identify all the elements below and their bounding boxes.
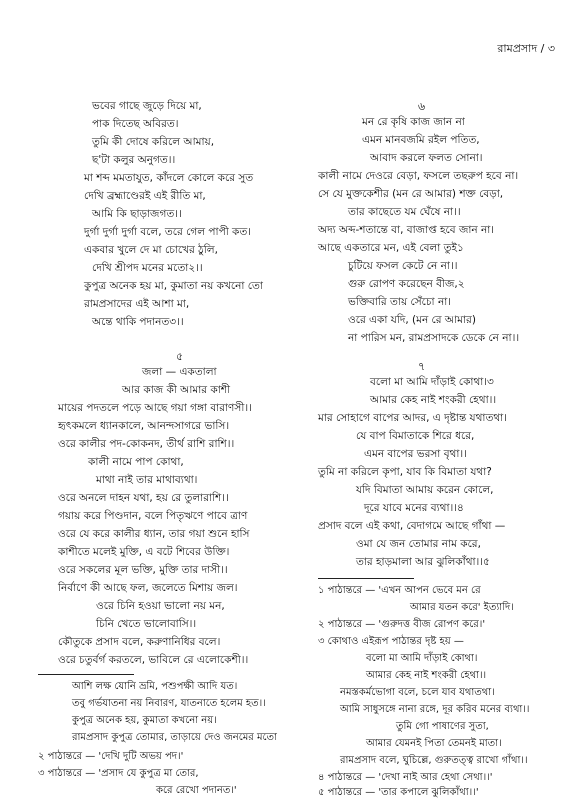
poem-line: সে যে মুক্তকেশীর (মন রে আমার) শক্ত বেড়া, — [318, 188, 504, 200]
footnote-line: আমার যতন করে' ইত্যাদি। — [410, 602, 514, 613]
poem-line: আছে একতারে মন, এই বেলা তুই১ — [318, 242, 464, 254]
poem-line: আমার কেহ নাই শংকরী হেথা।। — [370, 394, 497, 406]
poem-line: না পারিস মন, রামপ্রসাদকে ডেকে নে না।। — [348, 332, 520, 344]
footnote-line: ৫ পাঠান্তরে — 'তার কপালে ঝুলিকাঁথা।।' — [318, 787, 479, 798]
poem-line: তার কাছেতে যম ঘেঁষে না।। — [348, 206, 461, 218]
poem-line: মন রে কৃষি কাজ জান না — [362, 116, 465, 128]
footnote-line: ৪ পাঠান্তরে — 'দেখা নাই আর হেথা সেথা।।' — [318, 772, 493, 783]
footnote-line: ৩ কোথাও এইরূপ পাঠান্তর দৃষ্ট হয় — — [318, 636, 464, 647]
poem-line: দেখি শ্রীপদ মনের মতো২।। — [92, 262, 203, 274]
footnote-line: নমস্তকর্মভোগা বলে, চলে যাব যথাতথা। — [340, 687, 495, 698]
poem-line: গয়ায় করে পিণ্ডদান, বলে পিতৃঋণে পাবে ত্রাণ — [58, 510, 248, 522]
footnote-line: রামপ্রসাদ বলে, ঘুচিল্লে, গুরুতত্ত্ব রাখো গাঁথা।। — [340, 755, 528, 766]
poem-line: কাশীতে মলেই মুক্তি, এ বটে শিবের উক্তি। — [58, 546, 230, 558]
poem-line: কালী নামে দেওরে বেড়া, ফসলে তছরুপ হবে না। — [318, 170, 519, 182]
poem-line: আর কাজ কী আমার কাশী — [122, 384, 231, 396]
poem-line: এমন মানবজমি রইল পতিত, — [362, 134, 480, 146]
poem-line: যে বাপ বিমাতাকে শিরে ধরে, — [356, 430, 475, 442]
poem-line: তুমি না করিলে কৃপা, যাব কি বিমাতা যথা? — [318, 466, 492, 478]
poem-line: পাক দিতেছ অবিরত। — [92, 118, 179, 130]
poem-line: আবাদ করলে ফলত সোনা। — [370, 152, 483, 164]
poem-line: ওরে চতুর্বর্গ করতলে, ভাবিলে রে এলোকেশী।। — [58, 654, 249, 666]
poem-line: ওরে চিনি হওয়া ভালো নয় মন, — [96, 600, 225, 612]
poem-line: তার হাড়মালা আর ঝুলিকাঁথা।।৫ — [356, 556, 490, 568]
poem-line: মা শব্দ মমতাযুত, কাঁদলে কোলে করে সুত — [84, 172, 254, 184]
footnote-line: করে রেখো পদানত।' — [156, 785, 237, 796]
poem-line: ভক্তিবারি তায় সেঁচো না। — [348, 296, 452, 308]
poem-line: ওমা যে জন তোমার নাম করে, — [356, 538, 481, 550]
footnote-divider — [38, 674, 134, 675]
poem-line: দূরে যাবে মনের ব্যথা।।৪ — [364, 502, 464, 514]
poem-line: রামপ্রসাদের এই আশা মা, — [84, 298, 190, 310]
poem-line: মাথা নাই তার মাথাব্যথা। — [96, 474, 198, 486]
poem-line: চুটিয়ে ফসল কেটে নে না।। — [348, 260, 458, 272]
footnote-line: ২ পাঠান্তরে — 'গুরুদত্ত বীজ রোপণ করে।' — [318, 619, 486, 630]
poem-line: ভবের গাছে জুড়ে দিয়ে মা, — [92, 100, 202, 112]
poem-line: তুমি কী দোষে করিলে আমায়, — [92, 136, 215, 148]
footnote-line: রামপ্রসাদ কুপুত্র তোমার, তাড়ায়ে দেও জনমের মতো — [72, 732, 277, 743]
poem-number: ৬ — [418, 100, 426, 113]
footnote-line: ১ পাঠান্তরে — 'এখন আপন ভেবে মন রে — [318, 585, 481, 596]
poem-line: অন্তে থাকি পদানত৩।। — [92, 316, 184, 328]
poem-line: নির্বাণে কী আছে ফল, জলেতে মিশায় জল। — [58, 582, 238, 594]
footnote-line: আমার যেমনই পিতা তেমনই মাতা। — [366, 738, 502, 749]
poem-line: প্রসাদ বলে এই কথা, বেদাগমে আছে গাঁথা — — [318, 520, 506, 532]
footnote-line: আশি লক্ষ যোনি ভ্রমি, পশুপক্ষী আদি যত। — [72, 681, 238, 692]
poem-line: আমি কি ছাড়াজগত।। — [92, 208, 182, 220]
footnote-line: আমি সাধুসঙ্গে নানা রঙ্গে, দূর করিব মনের ব্যথা।। — [340, 704, 530, 715]
footnote-line: কুপুত্র অনেক হয়, কুমাতা কখনো নয়। — [72, 715, 217, 726]
poem-number: ৫ — [176, 350, 184, 363]
footnote-line: তুমি গো পাষাণের সুতা, — [396, 721, 489, 732]
raga-label: জলা — একতালা — [142, 366, 217, 378]
poem-line: ওরে অনলে দাহন যথা, হয় রে তুলারাশি।। — [58, 492, 229, 504]
footnote-line: বলো মা আমি দাঁড়াই কোথা। — [366, 653, 478, 664]
poem-line: মার সোহাগে বাপের আদর, এ দৃষ্টান্ত যথাতথা। — [318, 412, 507, 424]
poem-line: কৌতুকে প্রসাদ বলে, করুণানিধির বলে। — [58, 636, 221, 648]
footnote-divider — [318, 578, 414, 579]
poem-line: এমন বাপের ভরসা বৃথা।। — [364, 448, 467, 460]
poem-line: বলো মা আমি দাঁড়াই কোথা।৩ — [370, 376, 494, 388]
poem-line: দুর্গা দুর্গা দুর্গা বলে, তরে গেল পাপী কত। — [84, 226, 252, 238]
poem-line: ওরে কালীর পদ-কোকনদ, তীর্থ রাশি রাশি।। — [58, 438, 235, 450]
poem-line: চিনি খেতে ভালোবাসি।। — [96, 618, 197, 630]
poem-line: কুপুত্র অনেক হয় মা, কুমাতা নয় কখনো তো — [84, 280, 263, 292]
footnote-line: আমার কেহ নাই শংকরী হেথা।। — [366, 670, 487, 681]
poem-line: মায়ের পদতলে পড়ে আছে গয়া গঙ্গা বারাণসী।। — [58, 402, 252, 414]
running-header: রামপ্রসাদ / ৩ — [497, 42, 555, 55]
poem-line: হৃৎকমলে ধ্যানকালে, আনন্দসাগরে ভাসি। — [58, 420, 230, 432]
poem-line: ওরে একা যদি, (মন রে আমার) — [348, 314, 476, 326]
poem-line: অদ্য অব্দ-শতান্তে বা, বাজাপ্ত হবে জান না। — [318, 224, 495, 236]
poem-line: কালী নামে পাপ কোথা, — [88, 456, 184, 468]
footnote-line: তবু গর্ভযাতনা নয় নিবারণ, যাতনাতে হলেম হত।। — [72, 698, 266, 709]
poem-number: ৭ — [418, 360, 426, 373]
poem-line: একবার খুলে দে মা চোখের ঠুলি, — [84, 244, 218, 256]
poem-line: ওরে সকলের মূল ভক্তি, মুক্তি তার দাসী।। — [58, 564, 228, 576]
poem-line: গুরু রোপণ করেছেন বীজ,২ — [348, 278, 465, 290]
poem-line: দেখি ব্রহ্মাণ্ডেরই এই রীতি মা, — [84, 190, 206, 202]
poem-line: ছ'টা কলুর অনুগত।। — [92, 154, 176, 166]
poem-line: ওরে যে করে কালীর ধ্যান, তার গয়া শুনে হাসি — [58, 528, 250, 540]
footnote-line: ৩ পাঠান্তরে — 'প্রসাদ যে কুপুত্র মা তোর, — [38, 768, 199, 779]
footnote-line: ২ পাঠান্তরে — 'দেখি দুটি অভয় পদ।' — [38, 751, 184, 762]
poem-line: যদি বিমাতা আমায় করেন কোলে, — [356, 484, 494, 496]
